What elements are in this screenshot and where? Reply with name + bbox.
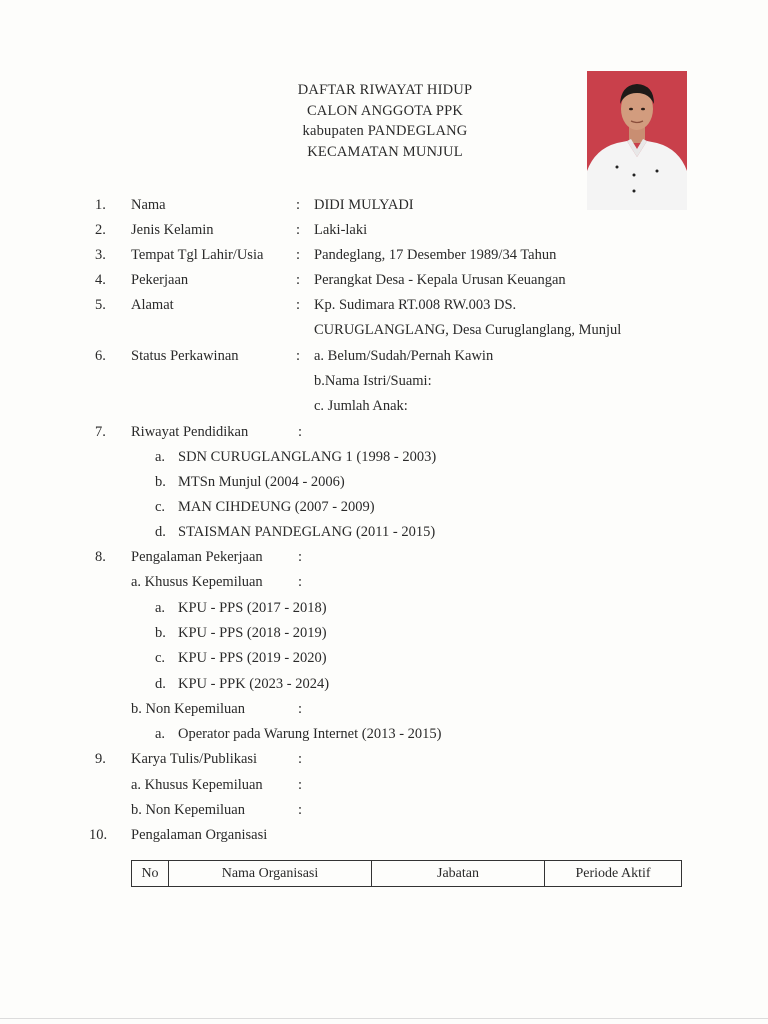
label-pengalaman: Pengalaman Pekerjaan bbox=[131, 549, 263, 565]
list-letter: c. bbox=[155, 499, 166, 515]
list-letter: a. bbox=[155, 600, 166, 616]
colon-separator: : bbox=[298, 751, 303, 767]
list-letter: c. bbox=[155, 650, 166, 666]
item-number: 9. bbox=[95, 751, 106, 767]
item-number: 8. bbox=[95, 549, 106, 565]
colon-separator: : bbox=[298, 701, 303, 717]
value-status-b: b.Nama Istri/Suami: bbox=[314, 373, 432, 389]
list-letter: a. bbox=[155, 449, 166, 465]
table-header-periode-aktif: Periode Aktif bbox=[575, 866, 651, 881]
document-header bbox=[200, 80, 570, 162]
colon-separator: : bbox=[296, 297, 301, 313]
list-text: SDN CURUGLANGLANG 1 (1998 - 2003) bbox=[178, 449, 437, 465]
list-text: KPU - PPS (2017 - 2018) bbox=[178, 600, 327, 616]
value-jenis-kelamin: Laki-laki bbox=[314, 222, 368, 238]
value-ttl: Pandeglang, 17 Desember 1989/34 Tahun bbox=[314, 247, 557, 263]
colon-separator: : bbox=[298, 777, 303, 793]
item-number: 6. bbox=[95, 348, 106, 364]
list-letter: d. bbox=[155, 676, 166, 692]
value-alamat-line1: Kp. Sudimara RT.008 RW.003 DS. bbox=[314, 297, 517, 313]
list-text: MAN CIHDEUNG (2007 - 2009) bbox=[178, 499, 375, 515]
label-nama: Nama bbox=[131, 197, 166, 213]
table-header-no: No bbox=[132, 861, 169, 886]
colon-separator: : bbox=[298, 574, 303, 590]
list-text: KPU - PPK (2023 - 2024) bbox=[178, 676, 330, 692]
label-karya: Karya Tulis/Publikasi bbox=[131, 751, 258, 767]
label-karya-khusus: a. Khusus Kepemiluan bbox=[131, 777, 263, 793]
value-pekerjaan: Perangkat Desa - Kepala Urusan Keuangan bbox=[314, 272, 566, 288]
list-text: KPU - PPS (2019 - 2020) bbox=[178, 650, 327, 666]
label-organisasi: Pengalaman Organisasi bbox=[131, 827, 268, 843]
header-subtitle: CALON ANGGOTA PPK bbox=[306, 102, 464, 119]
label-khusus-kepemiluan: a. Khusus Kepemiluan bbox=[131, 574, 263, 590]
label-status: Status Perkawinan bbox=[131, 348, 239, 364]
page-edge-divider bbox=[0, 1018, 768, 1019]
header-regency: kabupaten PANDEGLANG bbox=[302, 123, 468, 139]
header-title: DAFTAR RIWAYAT HIDUP bbox=[297, 82, 473, 98]
table-header-nama-organisasi: Nama Organisasi bbox=[169, 861, 372, 886]
colon-separator: : bbox=[298, 802, 303, 818]
item-number: 4. bbox=[95, 272, 106, 288]
value-status-a: a. Belum/Sudah/Pernah Kawin bbox=[314, 348, 494, 364]
profile-photo bbox=[587, 71, 687, 210]
value-nama: DIDI MULYADI bbox=[314, 197, 414, 213]
table-header-jabatan: Jabatan bbox=[372, 861, 545, 886]
value-alamat-line2: CURUGLANGLANG, Desa Curuglanglang, Munjul bbox=[314, 322, 622, 338]
list-letter: b. bbox=[155, 625, 166, 641]
label-jenis-kelamin: Jenis Kelamin bbox=[131, 222, 214, 238]
label-pekerjaan: Pekerjaan bbox=[131, 272, 189, 288]
label-alamat: Alamat bbox=[131, 297, 174, 313]
item-number: 7. bbox=[95, 424, 106, 440]
list-letter: d. bbox=[155, 524, 166, 540]
colon-separator: : bbox=[296, 247, 301, 263]
item-number: 1. bbox=[95, 197, 106, 213]
value-status-c: c. Jumlah Anak: bbox=[314, 398, 408, 414]
colon-separator: : bbox=[296, 272, 301, 288]
item-number: 10. bbox=[89, 827, 108, 843]
list-text: STAISMAN PANDEGLANG (2011 - 2015) bbox=[178, 524, 436, 540]
list-text: KPU - PPS (2018 - 2019) bbox=[178, 625, 327, 641]
list-text: Operator pada Warung Internet (2013 - 2015) bbox=[178, 726, 442, 742]
label-karya-non: b. Non Kepemiluan bbox=[131, 802, 245, 818]
label-pendidikan: Riwayat Pendidikan bbox=[131, 424, 249, 440]
label-non-kepemiluan: b. Non Kepemiluan bbox=[131, 701, 245, 717]
item-number: 2. bbox=[95, 222, 106, 238]
item-number: 5. bbox=[95, 297, 106, 313]
colon-separator: : bbox=[296, 197, 301, 213]
organization-table bbox=[131, 860, 682, 887]
list-letter: a. bbox=[155, 726, 166, 742]
label-ttl: Tempat Tgl Lahir/Usia bbox=[131, 247, 264, 263]
list-letter: b. bbox=[155, 474, 166, 490]
colon-separator: : bbox=[296, 222, 301, 238]
colon-separator: : bbox=[296, 348, 301, 364]
header-district: KECAMATAN MUNJUL bbox=[307, 143, 463, 160]
list-text: MTSn Munjul (2004 - 2006) bbox=[178, 474, 345, 490]
item-number: 3. bbox=[95, 247, 106, 263]
colon-separator: : bbox=[298, 549, 303, 565]
colon-separator: : bbox=[298, 424, 303, 440]
